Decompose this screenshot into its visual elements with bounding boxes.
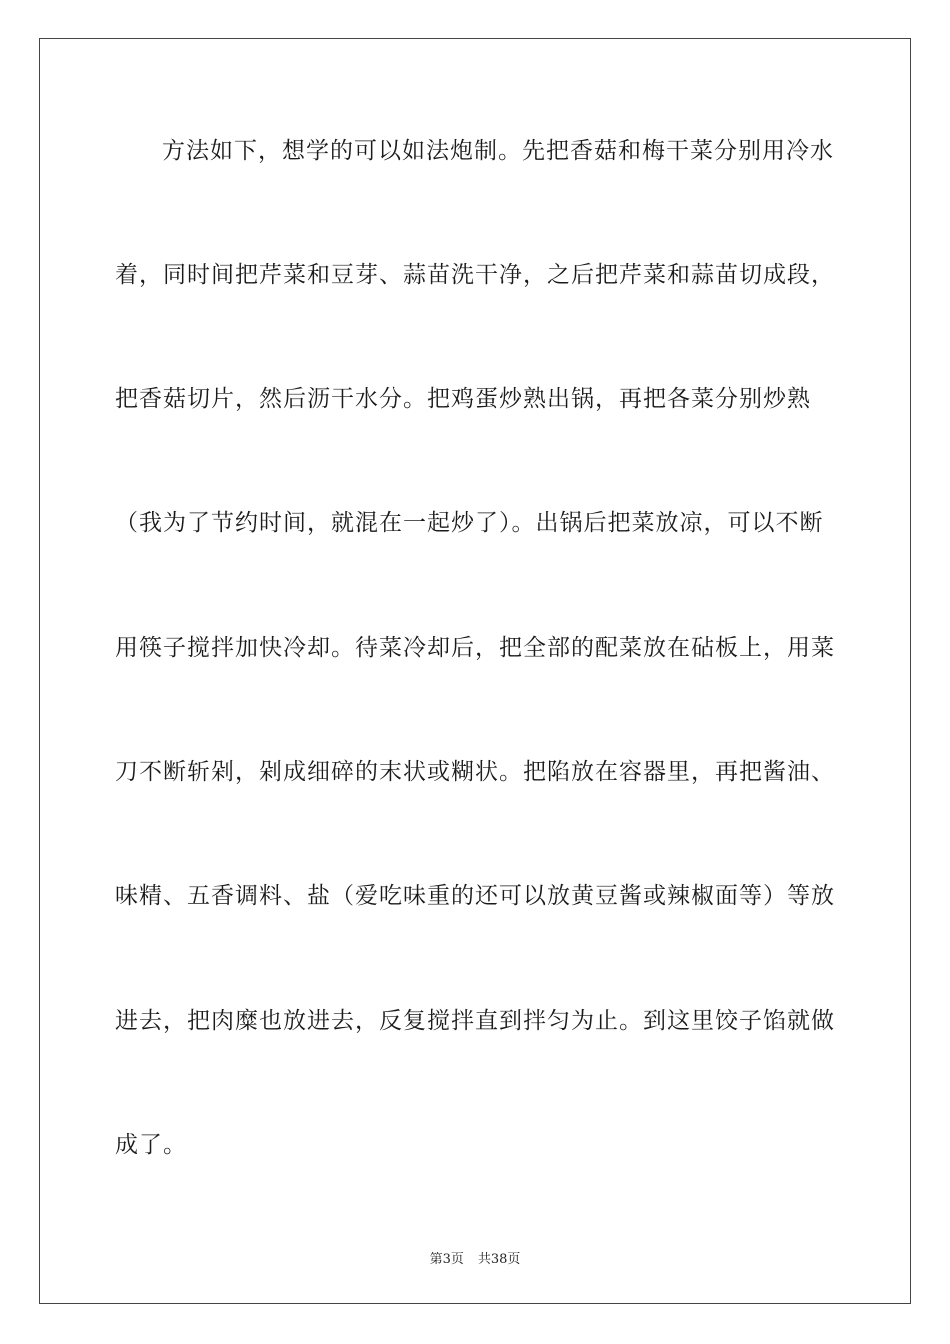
paragraph-line: 刀不断斩剁，剁成细碎的末状或糊状。把陷放在容器里，再把酱油、 (115, 759, 835, 785)
paragraph-line: 着，同时间把芹菜和豆芽、蒜苗洗干净，之后把芹菜和蒜苗切成段， (115, 262, 835, 288)
paragraph-line: 把香菇切片，然后沥干水分。把鸡蛋炒熟出锅，再把各菜分别炒熟 (115, 386, 811, 412)
paragraph-line: （我为了节约时间，就混在一起炒了）。出锅后把菜放凉，可以不断 (115, 510, 824, 536)
paragraph-line: 进去，把肉糜也放进去，反复搅拌直到拌匀为止。到这里饺子馅就做 (115, 1008, 835, 1034)
paragraph-line: 方法如下，想学的可以如法炮制。先把香菇和梅干菜分别用冷水 (162, 138, 834, 164)
page-number: 第3页 (429, 1252, 464, 1267)
page-total: 共38页 (477, 1252, 521, 1267)
page-footer (0, 1248, 950, 1267)
page-border (39, 38, 911, 1304)
paragraph-line: 用筷子搅拌加快冷却。待菜冷却后，把全部的配菜放在砧板上，用菜 (115, 635, 835, 661)
paragraph-line: 味精、五香调料、盐（爱吃味重的还可以放黄豆酱或辣椒面等）等放 (115, 883, 835, 909)
paragraph-line: 成了。 (115, 1132, 187, 1158)
